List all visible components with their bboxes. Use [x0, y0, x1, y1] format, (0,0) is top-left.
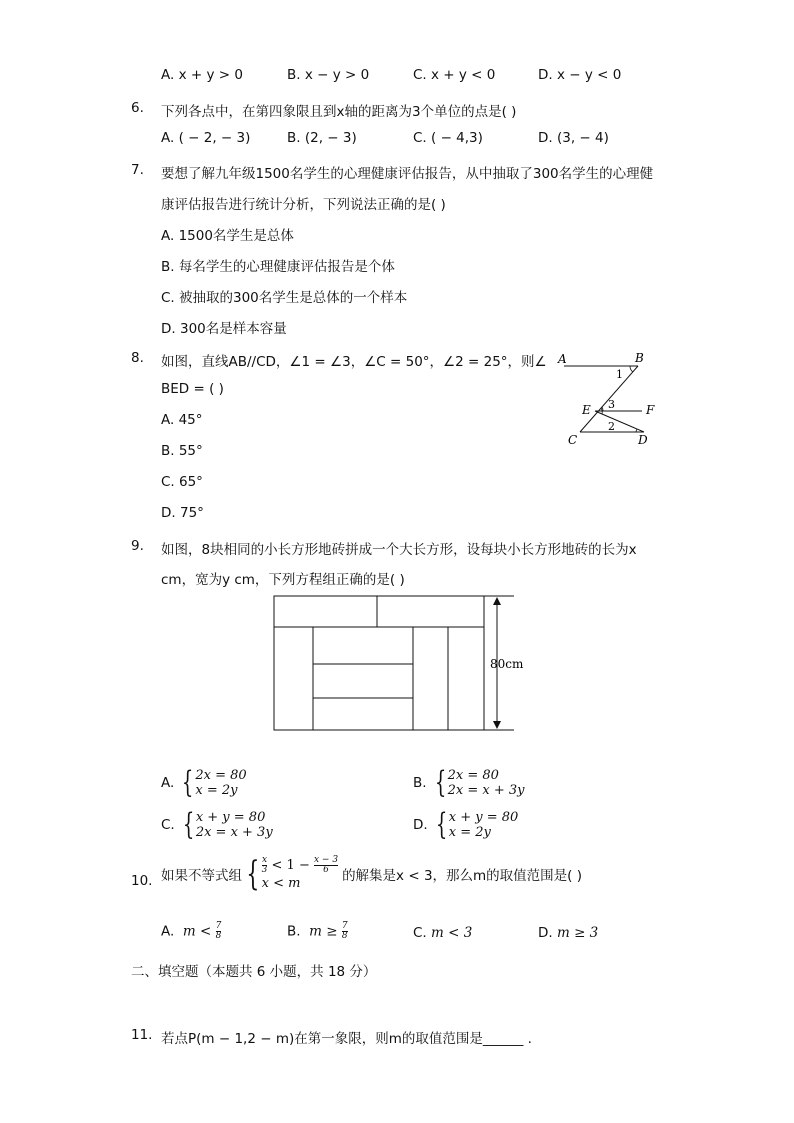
q9-option-a: A. { 2x = 80 x = 2y — [161, 765, 247, 800]
q5-option-c: C. x + y < 0 — [413, 67, 496, 83]
q10-ineq2: x < m — [261, 876, 301, 891]
q6-number: 6. — [131, 100, 144, 116]
q8-number: 8. — [131, 350, 144, 366]
q9-b-eq2: 2x = x + 3y — [447, 783, 525, 798]
q7-stem-line2: 康评估报告进行统计分析，下列说法正确的是( ) — [161, 197, 446, 213]
q7-stem-line1: 要想了解九年级1500名学生的心理健康评估报告，从中抽取了300名学生的心理健 — [161, 166, 654, 182]
q6-option-c: C. ( − 4,3) — [413, 130, 483, 146]
fig-label-e: E — [582, 403, 591, 417]
q7-option-c: C. 被抽取的300名学生是总体的一个样本 — [161, 290, 408, 306]
fig-angle-3: 3 — [608, 398, 615, 411]
q10-stem: 如果不等式组 { $\frac{x}{3}$ < 1 − $\frac{x - 3}{6}$ x < m 的解集是x < 3，那么m的取值范围是( ) — [161, 854, 583, 894]
q10-number: 10. — [131, 873, 153, 889]
q9-d-eq2: x = 2y — [448, 825, 491, 840]
q7-option-d: D. 300名是样本容量 — [161, 321, 287, 337]
q9-option-d-label: D. — [413, 817, 428, 833]
q7-option-a: A. 1500名学生是总体 — [161, 228, 294, 244]
q9-stem-line1: 如图，8块相同的小长方形地砖拼成一个大长方形，设每块小长方形地砖的长为x — [161, 542, 637, 558]
q8-option-c: C. 65° — [161, 474, 203, 490]
q9-option-d: D. { x + y = 80 x = 2y — [413, 807, 519, 842]
q5-option-a: A. x + y > 0 — [161, 67, 243, 83]
q9-b-eq1: 2x = 80 — [447, 768, 499, 783]
fig-label-c: C — [568, 433, 578, 447]
fig-angle-1: 1 — [616, 368, 623, 381]
q10-option-a: A. m < $\frac{7}{8}$ — [161, 921, 222, 941]
q10-suffix: 的解集是x < 3，那么m的取值范围是( ) — [342, 868, 583, 884]
q11-number: 11. — [131, 1027, 153, 1043]
q8-option-a: A. 45° — [161, 412, 203, 428]
q9-option-a-label: A. — [161, 775, 175, 791]
q8-option-d: D. 75° — [161, 505, 204, 521]
q8-option-b: B. 55° — [161, 443, 203, 459]
q11-stem: 若点P(m − 1,2 − m)在第一象限，则m的取值范围是______ . — [161, 1031, 532, 1047]
q8-stem-line2: BED = ( ) — [161, 381, 224, 397]
q7-option-b: B. 每名学生的心理健康评估报告是个体 — [161, 259, 395, 275]
q10-option-c: C. m < 3 — [413, 925, 473, 941]
q6-option-b: B. (2, − 3) — [287, 130, 357, 146]
q8-geometry-figure — [552, 348, 668, 448]
q10-prefix: 如果不等式组 — [161, 868, 242, 884]
q9-option-c-label: C. — [161, 817, 175, 833]
fig-label-b: B — [635, 351, 644, 365]
q6-stem: 下列各点中，在第四象限且到x轴的距离为3个单位的点是( ) — [161, 104, 517, 120]
q9-option-b-label: B. — [413, 775, 427, 791]
q6-option-a: A. ( − 2, − 3) — [161, 130, 251, 146]
fig-label-d: D — [638, 433, 648, 447]
q8-stem-line1: 如图，直线AB//CD，∠1 = ∠3，∠C = 50°，∠2 = 25°，则∠ — [161, 354, 547, 370]
q9-number: 9. — [131, 538, 144, 554]
fig-label-a: A — [558, 352, 567, 366]
q9-c-eq1: x + y = 80 — [195, 810, 266, 825]
q9-c-eq2: 2x = x + 3y — [195, 825, 273, 840]
q7-number: 7. — [131, 162, 144, 178]
q9-option-c: C. { x + y = 80 2x = x + 3y — [161, 807, 273, 842]
fig-angle-2: 2 — [608, 420, 615, 433]
fig-label-f: F — [646, 403, 655, 417]
q9-d-eq1: x + y = 80 — [448, 810, 519, 825]
q9-a-eq2: x = 2y — [195, 783, 238, 798]
q5-option-d: D. x − y < 0 — [538, 67, 622, 83]
q10-option-d: D. m ≥ 3 — [538, 925, 599, 941]
q6-option-d: D. (3, − 4) — [538, 130, 609, 146]
q9-option-b: B. { 2x = 80 2x = x + 3y — [413, 765, 525, 800]
q9-a-eq1: 2x = 80 — [195, 768, 247, 783]
q10-option-b: B. m ≥ $\frac{7}{8}$ — [287, 921, 348, 941]
q9-tiles-figure — [270, 592, 530, 734]
section-heading: 二、填空题（本题共 6 小题，共 18 分） — [131, 964, 377, 980]
q5-option-b: B. x − y > 0 — [287, 67, 370, 83]
q9-dimension-label: 80cm — [490, 657, 524, 671]
q9-stem-line2: cm，宽为y cm，下列方程组正确的是( ) — [161, 572, 405, 588]
